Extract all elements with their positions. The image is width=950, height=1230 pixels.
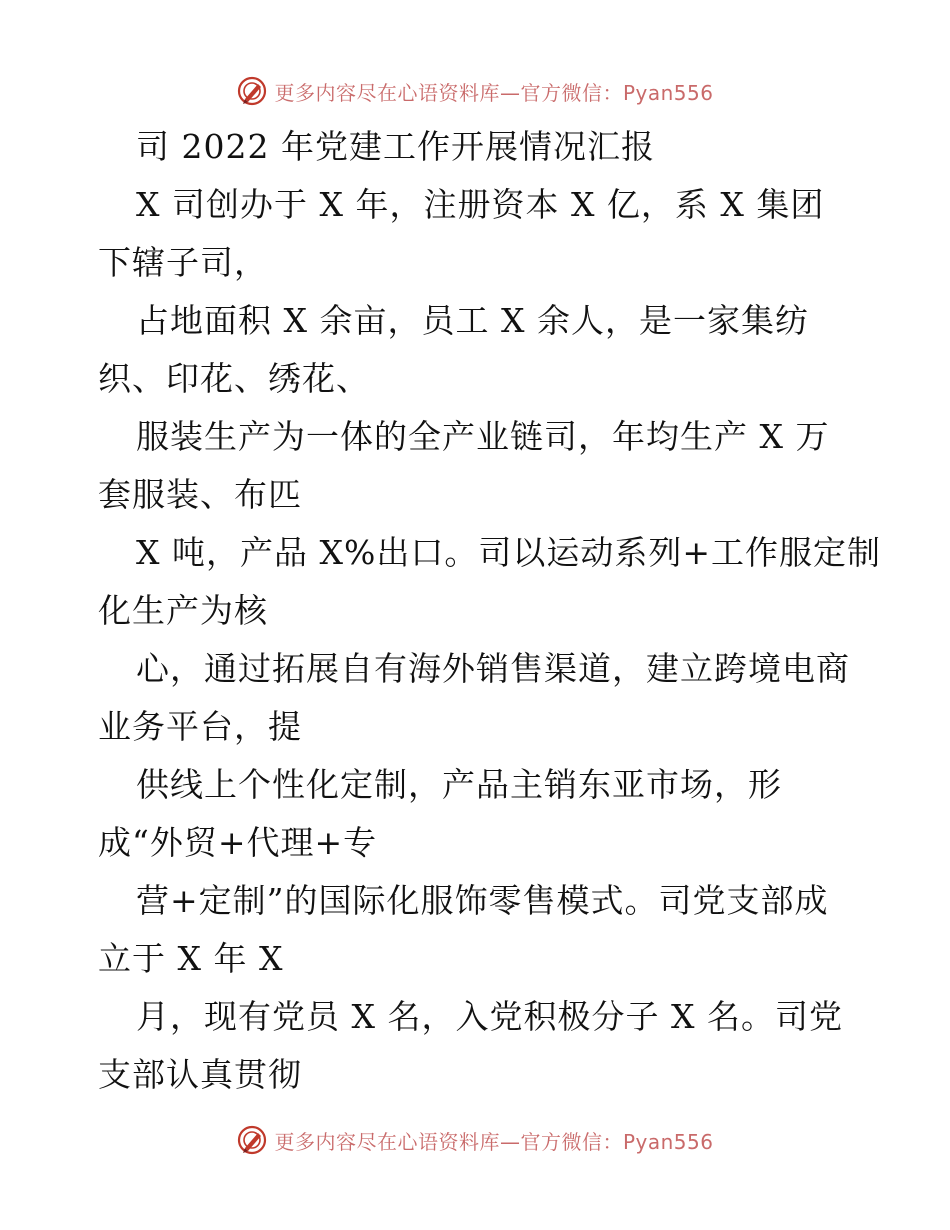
paragraph-line: 化生产为核 <box>98 591 268 630</box>
paragraph-line: 服装生产为一体的全产业链司，年均生产 X 万 <box>136 417 830 456</box>
paragraph-line: 占地面积 X 余亩，员工 X 余人，是一家集纺 <box>136 301 809 340</box>
watermark-text: 更多内容尽在心语资料库—官方微信：Pyan556 <box>274 1129 714 1154</box>
paragraph-line: 心，通过拓展自有海外销售渠道，建立跨境电商 <box>136 649 850 688</box>
pen-logo-icon <box>236 75 268 107</box>
paragraph-line: 立于 X 年 X <box>98 939 284 978</box>
footer-watermark <box>0 1120 950 1160</box>
watermark-text: 更多内容尽在心语资料库—官方微信：Pyan556 <box>274 80 714 105</box>
paragraph-line: 供线上个性化定制，产品主销东亚市场，形 <box>136 765 782 804</box>
paragraph-line: 成“外贸+代理+专 <box>98 823 378 862</box>
document-body <box>98 118 881 1104</box>
document-title: 司 2022 年党建工作开展情况汇报 <box>136 127 655 166</box>
paragraph-line: 业务平台，提 <box>98 707 302 746</box>
paragraph-line: 织、印花、绣花、 <box>98 359 370 398</box>
paragraph-line: X 吨，产品 X%出口。司以运动系列+工作服定制 <box>136 533 881 572</box>
paragraph-line: X 司创办于 X 年，注册资本 X 亿，系 X 集团 <box>136 185 825 224</box>
paragraph-line: 月，现有党员 X 名，入党积极分子 X 名。司党 <box>136 997 843 1036</box>
header-watermark <box>0 71 950 111</box>
paragraph-line: 营+定制”的国际化服饰零售模式。司党支部成 <box>136 881 829 920</box>
paragraph-line: 下辖子司， <box>98 243 268 282</box>
pen-logo-icon <box>236 1124 268 1156</box>
paragraph-line: 支部认真贯彻 <box>98 1055 302 1094</box>
paragraph-line: 套服装、布匹 <box>98 475 302 514</box>
